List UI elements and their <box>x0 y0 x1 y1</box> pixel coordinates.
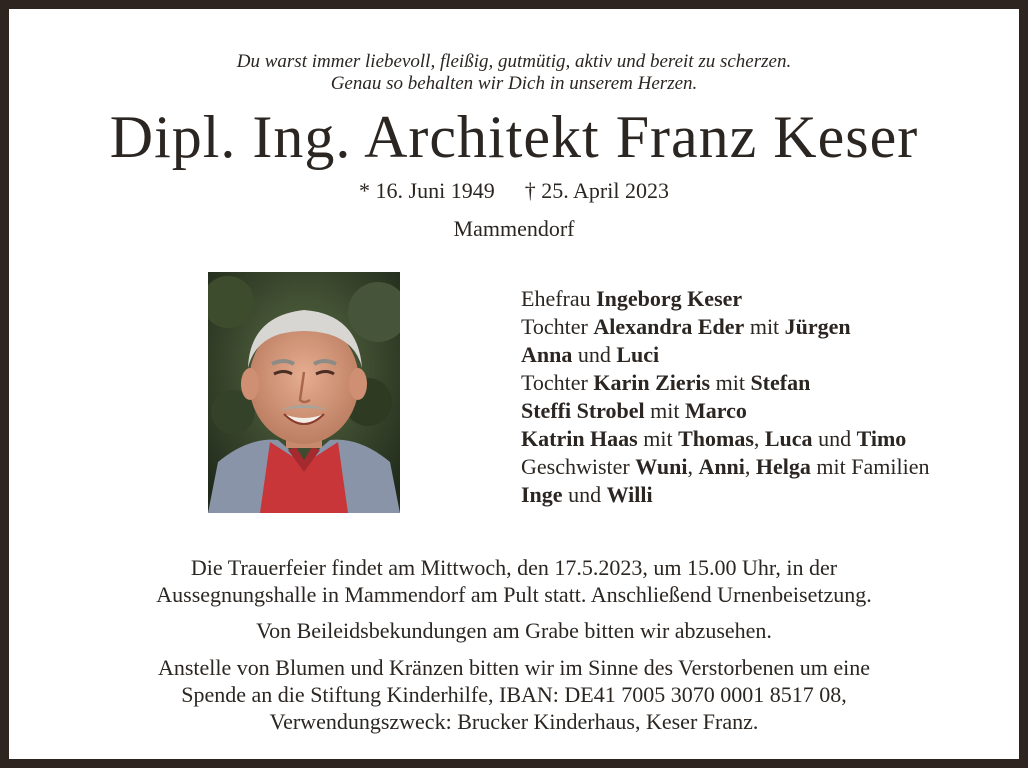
family-row <box>521 369 929 397</box>
life-dates <box>9 177 1019 205</box>
family-member-name: Thomas <box>678 426 754 451</box>
family-relation-text: Tochter <box>521 314 594 339</box>
family-member-name: Inge <box>521 482 563 507</box>
family-relation-text: und <box>562 482 607 507</box>
family-relation-text: , <box>753 426 765 451</box>
family-relation-text: und <box>812 426 857 451</box>
family-member-name: Luci <box>616 342 660 367</box>
donation-line: Verwendungszweck: Brucker Kinderhaus, Keser Franz. <box>269 709 759 734</box>
family-member-name: Anni <box>698 454 745 479</box>
family-list <box>521 285 929 509</box>
family-member-name: Stefan <box>750 370 811 395</box>
family-row <box>521 425 929 453</box>
family-relation-text: , <box>744 454 756 479</box>
family-member-name: Luca <box>764 426 813 451</box>
family-relation-text: Ehefrau <box>521 286 597 311</box>
donation-line: Spende an die Stiftung Kinderhilfe, IBAN: DE41 7005 3070 0001 8517 08, <box>181 682 847 707</box>
ceremony-line: Die Trauerfeier findet am Mittwoch, den 17.5.2023, um 15.00 Uhr, in der <box>190 555 838 580</box>
family-row <box>521 453 929 481</box>
condolence-line: Von Beileidsbekundungen am Grabe bitten wir abzusehen. <box>256 618 772 643</box>
family-row <box>521 397 929 425</box>
family-member-name: Anna <box>521 342 573 367</box>
family-relation-text: und <box>572 342 617 367</box>
family-row <box>521 285 929 313</box>
family-relation-text: , <box>687 454 699 479</box>
family-member-name: Karin Zieris <box>593 370 711 395</box>
family-member-name: Helga <box>755 454 811 479</box>
family-member-name: Steffi Strobel <box>521 398 645 423</box>
family-member-name: Timo <box>856 426 907 451</box>
family-relation-text: mit <box>710 370 751 395</box>
family-row <box>521 341 929 369</box>
donation-line: Anstelle von Blumen und Kränzen bitten wir im Sinne des Verstorbenen um eine <box>157 655 870 680</box>
birth-date: * 16. Juni 1949 <box>359 178 495 203</box>
portrait-photo <box>208 272 400 513</box>
family-relation-text: mit <box>644 398 685 423</box>
deceased-name: Dipl. Ing. Architekt Franz Keser <box>109 104 919 170</box>
motto-line-1: Du warst immer liebevoll, fleißig, gutmütig, aktiv und bereit zu scherzen. <box>236 51 792 72</box>
family-member-name: Wuni <box>635 454 688 479</box>
family-relation-text: mit <box>637 426 679 451</box>
hometown: Mammendorf <box>453 216 575 241</box>
condolence-notice <box>9 617 1019 644</box>
family-member-name: Alexandra Eder <box>593 314 745 339</box>
motto-line-2: Genau so behalten wir Dich in unserem Herzen. <box>330 73 698 94</box>
donation-notice <box>9 654 1019 735</box>
death-date: † 25. April 2023 <box>524 178 669 203</box>
family-relation-text: mit Familien <box>810 454 930 479</box>
family-member-name: Ingeborg Keser <box>596 286 743 311</box>
family-member-name: Willi <box>606 482 653 507</box>
family-member-name: Katrin Haas <box>521 426 638 451</box>
family-member-name: Marco <box>684 398 747 423</box>
family-relation-text: Tochter <box>521 370 594 395</box>
ceremony-line: Aussegnungshalle in Mammendorf am Pult statt. Anschließend Urnenbeisetzung. <box>156 582 872 607</box>
ceremony-notice <box>9 554 1019 608</box>
family-member-name: Jürgen <box>784 314 851 339</box>
family-row <box>521 313 929 341</box>
family-relation-text: Geschwister <box>521 454 636 479</box>
family-row <box>521 481 929 509</box>
family-relation-text: mit <box>744 314 785 339</box>
